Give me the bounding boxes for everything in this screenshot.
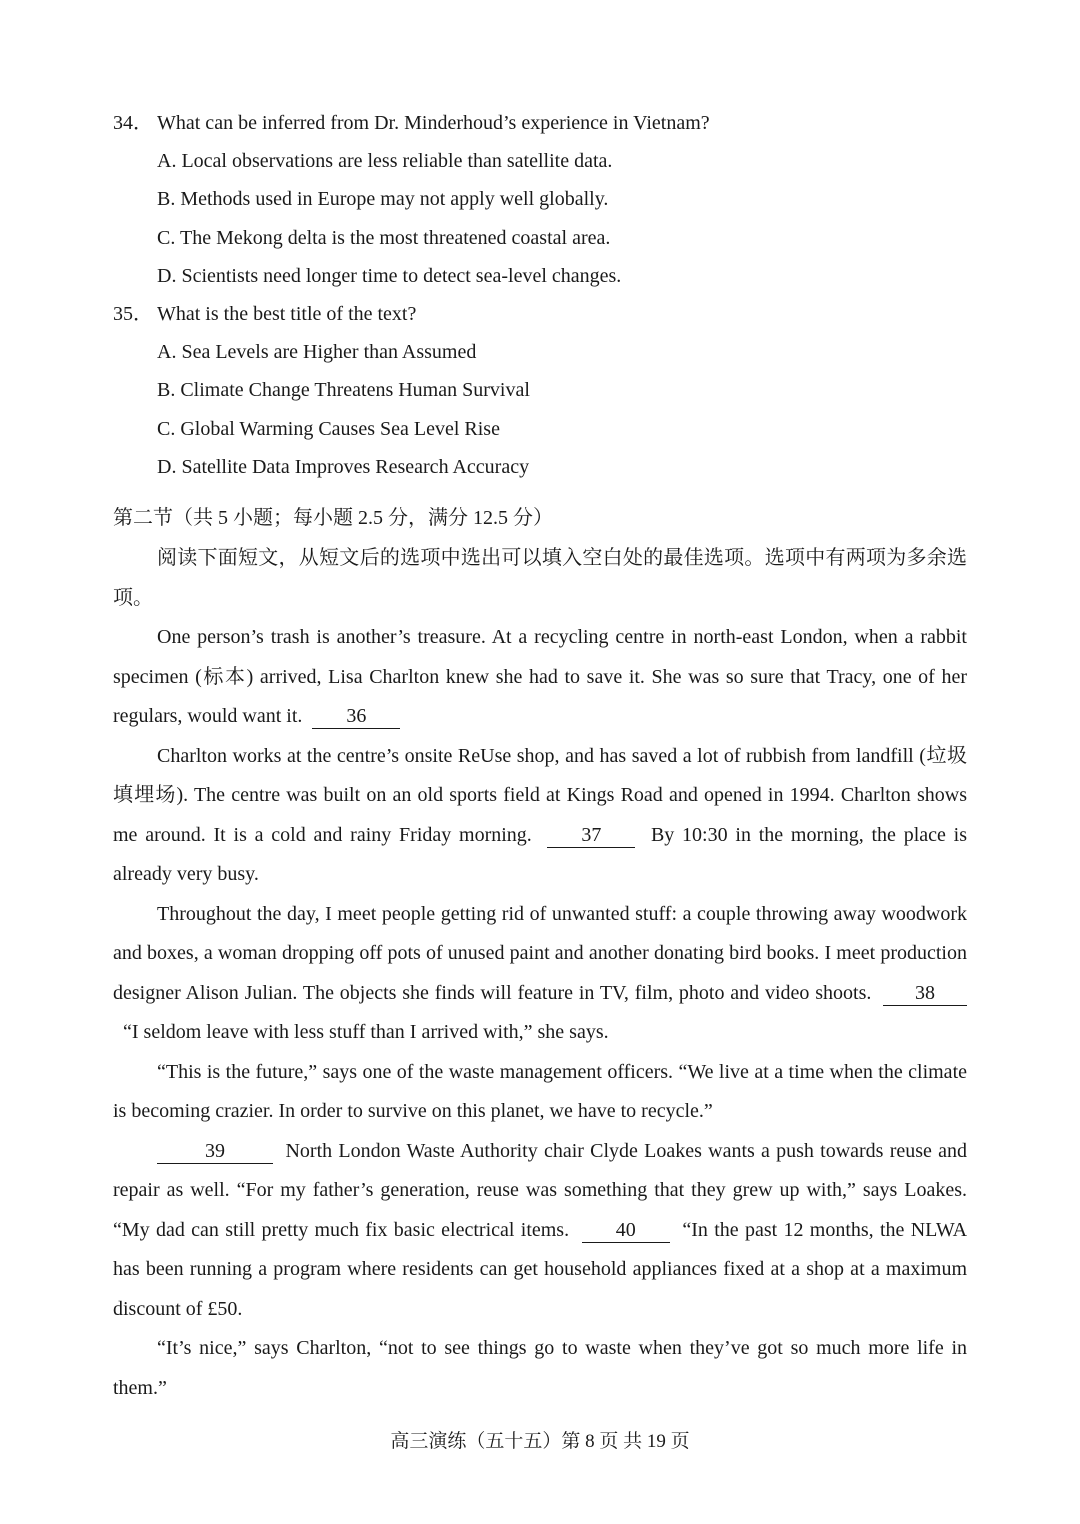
blank-39: 39 <box>157 1139 273 1164</box>
option-c: C. Global Warming Causes Sea Level Rise <box>157 417 500 440</box>
option-c: C. The Mekong delta is the most threatened coastal area. <box>157 226 611 249</box>
question-stem: 35． What is the best title of the text? <box>113 295 967 333</box>
option-b: B. Climate Change Threatens Human Survival <box>157 379 530 402</box>
section-instruction: 阅读下面短文，从短文后的选项中选出可以填入空白处的最佳选项。选项中有两项为多余选项。 <box>113 547 967 610</box>
passage-paragraph-6: “It’s nice,” says Charlton, “not to see things go to waste when they’ve got so much more life in them.” <box>113 1337 967 1399</box>
passage-paragraph-4: “This is the future,” says one of the waste management officers. “We live at a time when the climate is becoming crazier. In order to survive on this planet, we have to recycle.” <box>113 1060 967 1123</box>
blank-37: 37 <box>547 823 635 848</box>
passage-paragraph-3: Throughout the day, I meet people getting rid of unwanted stuff: a couple throwing away woodwork and boxes, a woman dropping off pots of unused paint and another donating bird books. I meet production designer Alison Julian. The objects she finds will feature in TV, film, photo and video shoots. 38 “I seldom leave with less stuff than I arrived with,” she says. <box>113 902 967 1044</box>
question-number: 35． <box>113 303 153 326</box>
option-d: D. Scientists need longer time to detect sea-level changes. <box>157 264 622 287</box>
blank-36: 36 <box>312 704 400 729</box>
question-35 <box>113 295 967 486</box>
option-a: A. Sea Levels are Higher than Assumed <box>157 341 477 364</box>
passage-paragraph-5: 39 North London Waste Authority chair Clyde Loakes wants a push towards reuse and repair as well. “For my father’s generation, reuse was something that they grew up with,” says Loakes. “My dad can still pretty much fix basic electrical items. 40 “In the past 12 months, the NLWA has been running a program where residents can get household appliances fixed at a shop at a maximum discount of £50. <box>113 1139 968 1320</box>
question-stem: 34． What can be inferred from Dr. Minderhoud’s experience in Vietnam? <box>113 104 967 142</box>
page-footer: 高三演练（五十五）第 8 页 共 19 页 <box>390 1431 690 1452</box>
option-b: B. Methods used in Europe may not apply well globally. <box>157 188 609 211</box>
option-d: D. Satellite Data Improves Research Accuracy <box>157 456 530 479</box>
blank-40: 40 <box>582 1218 670 1243</box>
passage-paragraph-1: One person’s trash is another’s treasure. At a recycling centre in north-east London, when a rabbit specimen (标本) arrived, Lisa Charlton knew she had to save it. She was so sure that Tracy, one of her regulars, would want it. 36 <box>113 626 967 728</box>
exam-page <box>113 104 967 1408</box>
option-a: A. Local observations are less reliable than satellite data. <box>157 150 613 172</box>
question-34 <box>113 104 967 295</box>
question-number: 34． <box>113 112 153 134</box>
section-heading: 第二节（共 5 小题；每小题 2.5 分，满分 12.5 分） <box>113 507 553 530</box>
blank-38: 38 <box>883 981 967 1006</box>
passage-paragraph-2: Charlton works at the centre’s onsite ReUse shop, and has saved a lot of rubbish from landfill (垃圾填埋场). The centre was built on an old sports field at Kings Road and opened in 1994. Charlton shows me around. It is a cold and rainy Friday morning. 37 By 10:30 in the morning, the place is already very busy. <box>113 744 968 886</box>
